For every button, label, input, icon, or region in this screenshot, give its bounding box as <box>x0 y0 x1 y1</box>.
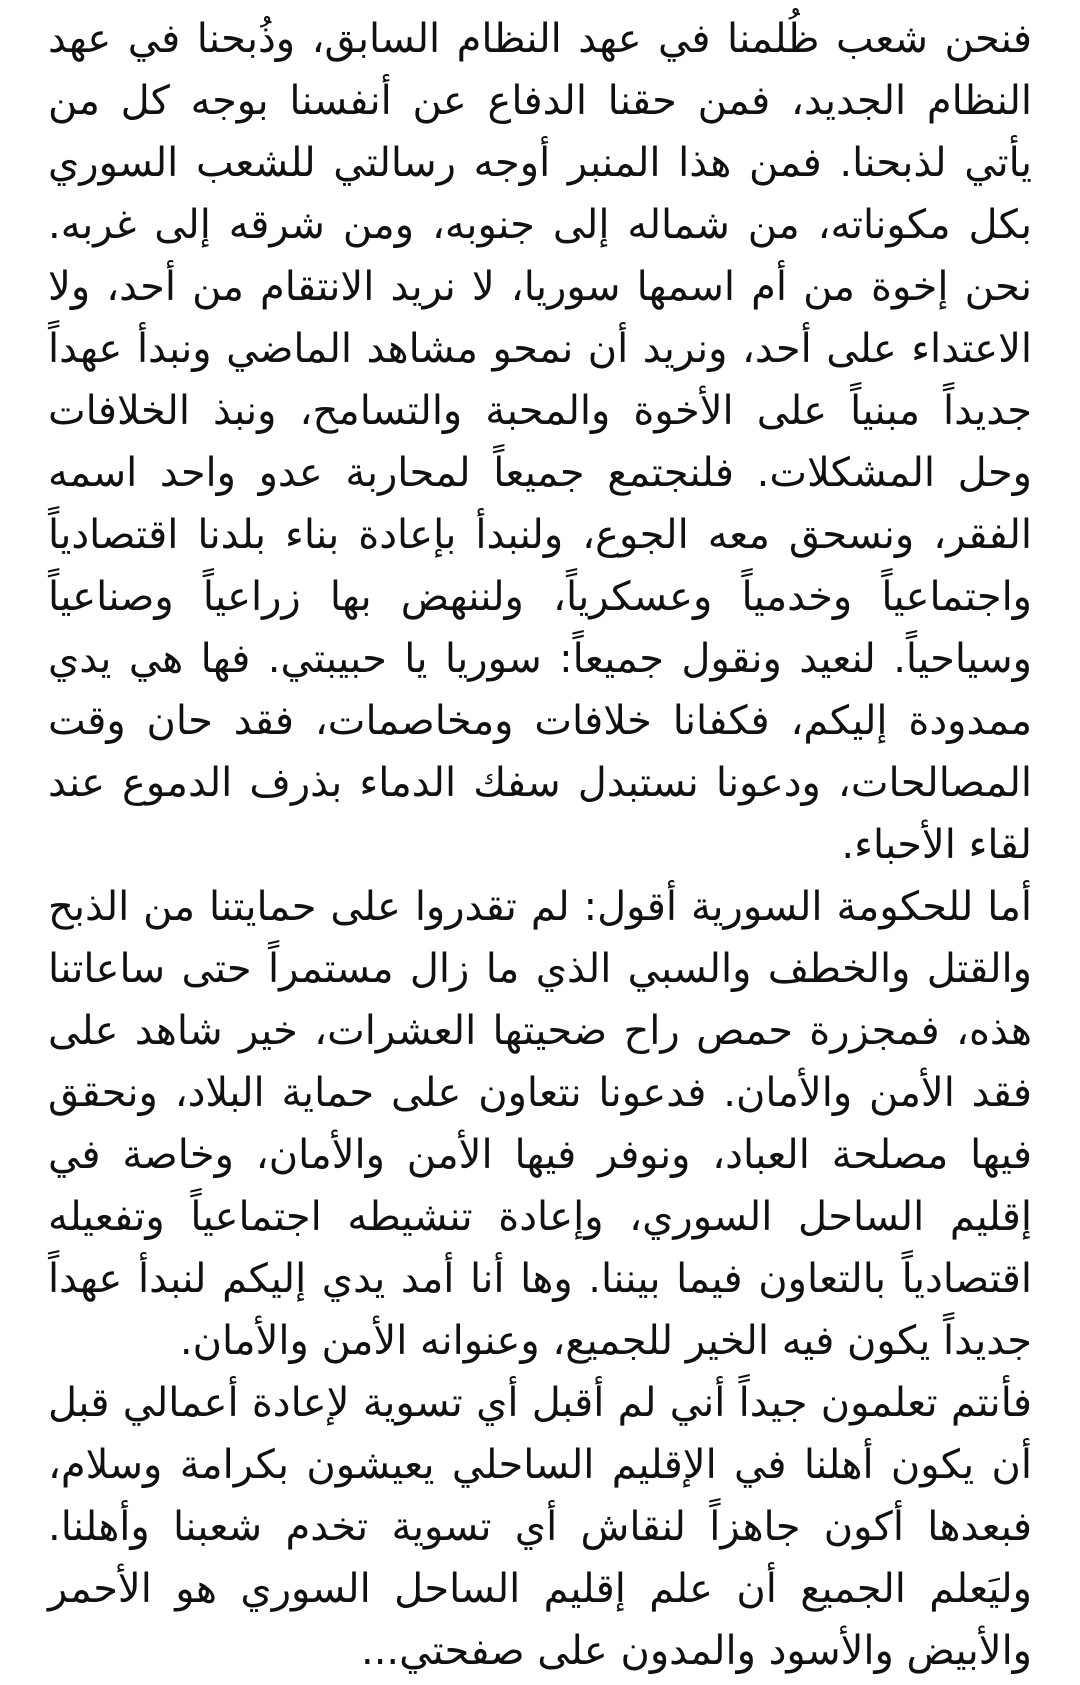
paragraph-settlement-conditions: فأنتم تعلمون جيداً أني لم أقبل أي تسوية لإعادة أعمالي قبل أن يكون أهلنا في الإقليم الساحلي يعيشون بكرامة وسلام، فبعدها أكون جاهزاً لنقاش أي تسوية تخدم شعبنا وأهلنا. وليَعلم الجميع أن علم إقليم الساحل السوري هو الأحمر والأبيض والأسود والمدون على صفحتي... <box>48 1380 1032 1674</box>
paragraph-appeal-to-syrian-people: فنحن شعب ظُلمنا في عهد النظام السابق، وذُبحنا في عهد النظام الجديد، فمن حقنا الدفاع عن أنفسنا بوجه كل من يأتي لذبحنا. فمن هذا المنبر أوجه رسالتي للشعب السوري بكل مكوناته، من شماله إلى جنوبه، ومن شرقه إلى غربه. نحن إخوة من أم اسمها سوريا، لا نريد الانتقام من أحد، ولا الاعتداء على أحد، ونريد أن نمحو مشاهد الماضي ونبدأ عهداً جديداً مبنياً على الأخوة والمحبة والتسامح، ونبذ الخلافات وحل المشكلات. فلنجتمع جميعاً لمحاربة عدو واحد اسمه الفقر، ونسحق معه الجوع، ولنبدأ بإعادة بناء بلدنا اقتصادياً واجتماعياً وخدمياً وعسكرياً، ولننهض بها زراعياً وصناعياً وسياحياً. لنعيد ونقول جميعاً: سوريا يا حبيبتي. فها هي يدي ممدودة إليكم، فكفانا خلافات ومخاصمات، فقد حان وقت المصالحات، ودعونا نستبدل سفك الدماء بذرف الدموع عند لقاء الأحباء. <box>48 16 1032 868</box>
paragraph-address-to-government: أما للحكومة السورية أقول: لم تقدروا على حمايتنا من الذبح والقتل والخطف والسبي الذي ما زال مستمراً حتى ساعاتنا هذه، فمجزرة حمص راح ضحيتها العشرات، خير شاهد على فقد الأمن والأمان. فدعونا نتعاون على حماية البلاد، ونحقق فيها مصلحة العباد، ونوفر فيها الأمن والأمان، وخاصة في إقليم الساحل السوري، وإعادة تنشيطه اجتماعياً وتفعيله اقتصادياً بالتعاون فيما بيننا. وها أنا أمد يدي إليكم لنبدأ عهداً جديداً يكون فيه الخير للجميع، وعنوانه الأمن والأمان. <box>48 884 1032 1364</box>
